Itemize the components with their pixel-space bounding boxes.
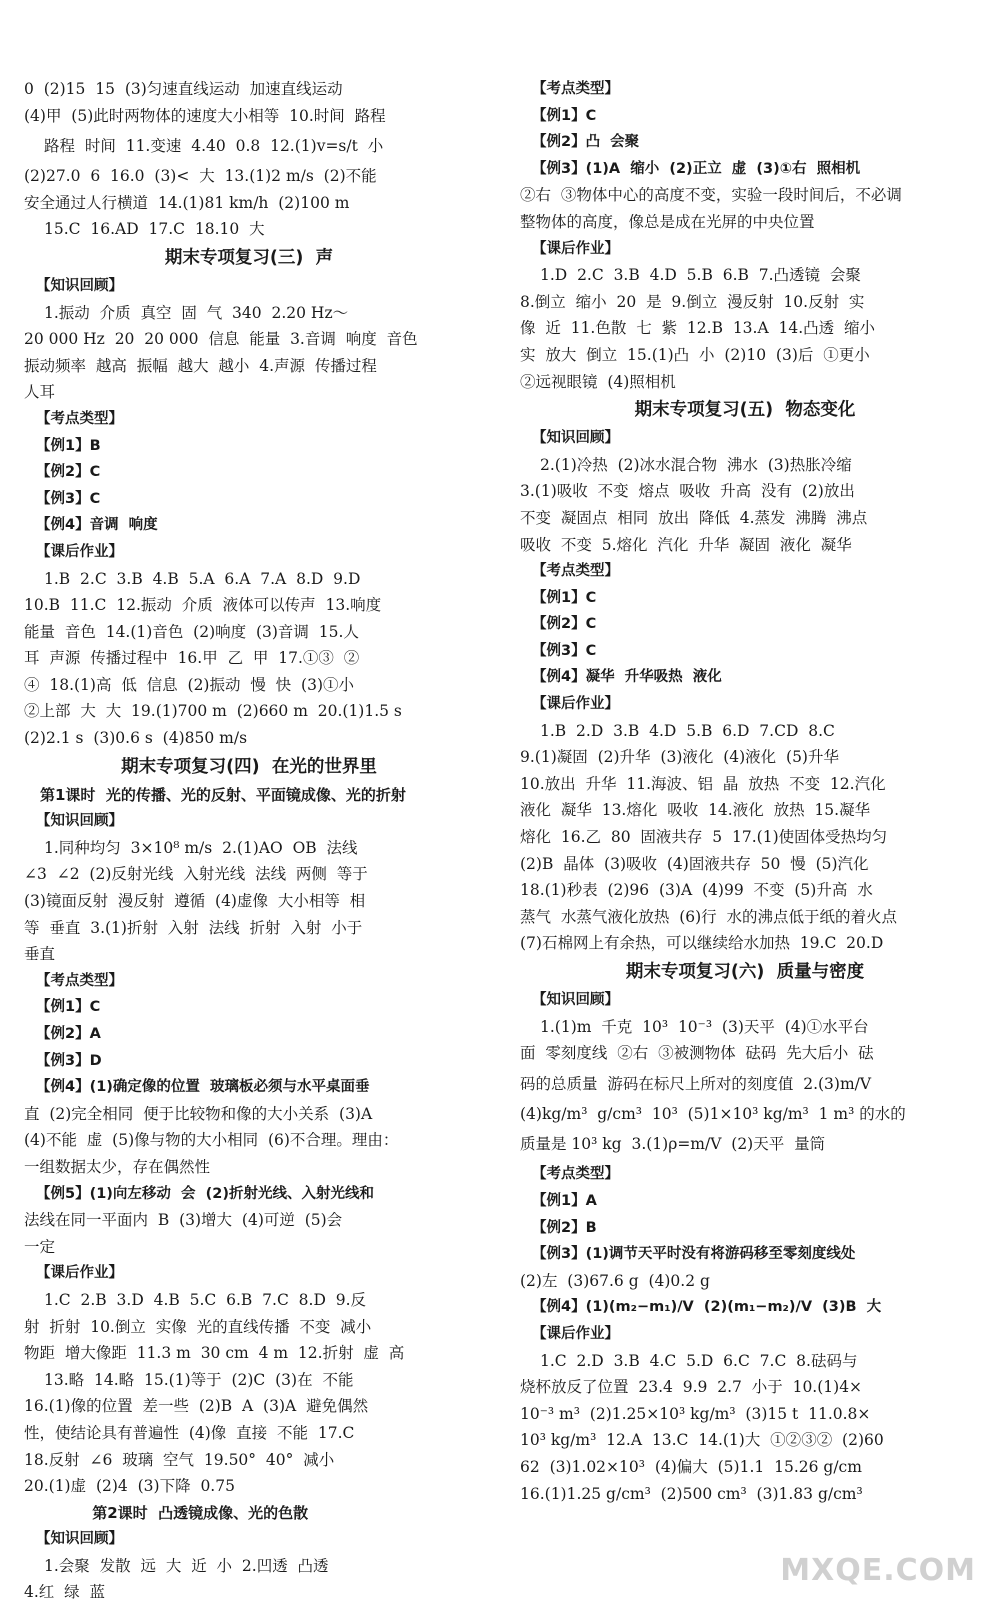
text-line: 10³ kg/m³ 12.A 13.C 14.(1)大 ①②③② (2)60 [520, 1431, 884, 1450]
text-line: 能量 音色 14.(1)音色 (2)响度 (3)音调 15.人 [24, 622, 359, 641]
text-line: 不变 凝固点 相同 放出 降低 4.蒸发 沸腾 沸点 [520, 508, 868, 527]
text-line: (2)27.0 6 16.0 (3)< 大 13.(1)2 m/s (2)不能 [24, 167, 377, 186]
answer-tag-line: 【知识回顾】 [36, 813, 123, 830]
text-line: 1.C 2.D 3.B 4.C 5.D 6.C 7.C 8.砝码与 [540, 1351, 858, 1370]
watermark: MXQE.COM [780, 1553, 976, 1588]
answer-tag-line: 【考点类型】 [532, 563, 619, 580]
answer-tag-line: 【课后作业】 [532, 1325, 619, 1342]
text-line: ②右 ③物体中心的高度不变，实验一段时间后，不必调 [520, 186, 902, 205]
answer-tag-line: 【例3】C [36, 490, 101, 507]
answer-tag-line: 【知识回顾】 [36, 1531, 123, 1548]
answer-tag-line: 【例3】(1)调节天平时没有将游码移至零刻度线处 [532, 1246, 856, 1263]
section-heading: 期末专项复习(五) 物态变化 [634, 400, 856, 421]
text-line: 法线在同一平面内 B (3)增大 (4)可逆 (5)会 [24, 1211, 343, 1230]
answer-tag-line: 【例1】C [532, 589, 597, 606]
text-line: 16.(1)像的位置 差一些 (2)B A (3)A 避免偶然 [24, 1397, 369, 1416]
text-line: 15.C 16.AD 17.C 18.10 大 [44, 220, 265, 239]
text-line: 吸收 不变 5.熔化 汽化 升华 凝固 液化 凝华 [520, 535, 852, 554]
answer-tag-line: 【课后作业】 [36, 1265, 123, 1282]
text-line: 0 (2)15 15 (3)匀速直线运动 加速直线运动 [24, 80, 343, 98]
text-line: 像 近 11.色散 七 紫 12.B 13.A 14.凸透 缩小 [520, 319, 876, 338]
text-line: 18.(1)秒表 (2)96 (3)A (4)99 不变 (5)升高 水 [520, 881, 873, 900]
text-line: 射 折射 10.倒立 实像 光的直线传播 不变 减小 [24, 1317, 372, 1336]
answer-tag-line: 【例2】B [532, 1219, 597, 1236]
text-line: 熔化 16.乙 80 固液共存 5 17.(1)使固体受热均匀 [520, 828, 888, 847]
lesson-heading: 第2课时 凸透镜成像、光的色散 [40, 1503, 309, 1522]
text-line: 1.C 2.B 3.D 4.B 5.C 6.B 7.C 8.D 9.反 [44, 1290, 367, 1309]
answer-tag-line: 【例3】D [36, 1052, 102, 1069]
text-line: 20.(1)虚 (2)4 (3)下降 0.75 [24, 1477, 235, 1496]
text-line: 1.B 2.C 3.B 4.B 5.A 6.A 7.A 8.D 9.D [44, 569, 361, 588]
text-line: (4)kg/m³ g/cm³ 10³ (5)1×10³ kg/m³ 1 m³ 的水的 [520, 1104, 906, 1123]
text-line: 8.倒立 缩小 20 是 9.倒立 漫反射 10.反射 实 [520, 292, 865, 311]
text-line: 人耳 [24, 383, 56, 402]
text-line: 1.振动 介质 真空 固 气 340 2.20 Hz～ [44, 303, 349, 322]
answer-tag-line: 【例1】A [532, 1192, 597, 1209]
answer-tag-line: 【考点类型】 [532, 81, 619, 97]
answer-tag-line: 【例2】C [532, 616, 597, 633]
text-line: 耳 声源 传播过程中 16.甲 乙 甲 17.①③ ② [24, 649, 360, 668]
text-line: 液化 凝华 13.熔化 吸收 14.液化 放热 15.凝华 [520, 801, 871, 820]
text-line: 9.(1)凝固 (2)升华 (3)液化 (4)液化 (5)升华 [520, 748, 839, 767]
text-line: 1.同种均匀 3×10⁸ m/s 2.(1)AO OB 法线 [44, 838, 358, 857]
answer-tag-line: 【知识回顾】 [532, 430, 619, 447]
answer-tag-line: 【例4】凝华 升华吸热 液化 [532, 669, 722, 686]
text-line: (7)石棉网上有余热，可以继续给水加热 19.C 20.D [520, 934, 884, 953]
answer-tag-line: 【例3】(1)A 缩小 (2)正立 虚 (3)①右 照相机 [532, 160, 861, 177]
text-line: (4)不能 虚 (5)像与物的大小相同 (6)不合理。理由： [24, 1131, 399, 1150]
text-line: 10.放出 升华 11.海波、铝 晶 放热 不变 12.汽化 [520, 774, 886, 793]
text-line: (3)镜面反射 漫反射 遵循 (4)虚像 大小相等 相 [24, 892, 366, 911]
answer-tag-line: 【例1】C [532, 107, 597, 124]
text-line: 4.红 绿 蓝 [24, 1583, 105, 1602]
left-column [24, 76, 474, 1606]
text-line: 一组数据太少，存在偶然性 [24, 1157, 211, 1176]
text-line: 振动频率 越高 振幅 越大 越小 4.声源 传播过程 [24, 356, 377, 375]
text-line: ②上部 大 大 19.(1)700 m (2)660 m 20.(1)1.5 s [24, 702, 402, 721]
text-line: 1.(1)m 千克 10³ 10⁻³ (3)天平 (4)①水平台 [540, 1017, 869, 1036]
section-heading: 期末专项复习(六) 质量与密度 [625, 962, 865, 982]
text-line: 安全通过人行横道 14.(1)81 km/h (2)100 m [24, 193, 350, 212]
text-line: 1.D 2.C 3.B 4.D 5.B 6.B 7.凸透镜 会聚 [540, 266, 861, 285]
text-line: 3.(1)吸收 不变 熔点 吸收 升高 没有 (2)放出 [520, 482, 855, 501]
text-line: ②远视眼镜 (4)照相机 [520, 372, 676, 391]
text-line: 2.(1)冷热 (2)冰水混合物 沸水 (3)热胀冷缩 [540, 455, 852, 474]
answer-tag-line: 【知识回顾】 [36, 277, 123, 294]
text-line: 一定 [24, 1237, 56, 1256]
text-line: 1.B 2.D 3.B 4.D 5.B 6.D 7.CD 8.C [540, 721, 835, 740]
answer-tag-line: 【考点类型】 [532, 1166, 619, 1183]
right-column [520, 76, 970, 1507]
text-line: (4)甲 (5)此时两物体的速度大小相等 10.时间 路程 [24, 106, 386, 125]
text-line: 物距 增大像距 11.3 m 30 cm 4 m 12.折射 虚 高 [24, 1344, 405, 1363]
text-line: 质量是 10³ kg 3.(1)ρ=m/V (2)天平 量筒 [520, 1135, 826, 1154]
text-line: 性，使结论具有普遍性 (4)像 直接 不能 17.C [24, 1423, 355, 1442]
answer-tag-line: 【课后作业】 [532, 696, 619, 713]
answer-tag-line: 【例3】C [532, 642, 597, 659]
text-line: (2)B 晶体 (3)吸收 (4)固液共存 50 慢 (5)汽化 [520, 854, 869, 873]
text-line: 62 (3)1.02×10³ (4)偏大 (5)1.1 15.26 g/cm [520, 1457, 862, 1476]
answer-tag-line: 【考点类型】 [36, 972, 123, 989]
text-line: 10.B 11.C 12.振动 介质 液体可以传声 13.响度 [24, 596, 382, 615]
answer-tag-line: 【例5】(1)向左移动 会 (2)折射光线、入射光线和 [36, 1185, 374, 1202]
text-line: 蒸气 水蒸气液化放热 (6)行 水的沸点低于纸的着火点 [520, 907, 898, 926]
text-line: 18.反射 ∠6 玻璃 空气 19.50° 40° 减小 [24, 1450, 335, 1469]
section-heading: 期末专项复习(四) 在光的世界里 [121, 756, 377, 777]
text-line: 20 000 Hz 20 20 000 信息 能量 3.音调 响度 音色 [24, 330, 418, 349]
text-line: 实 放大 倒立 15.(1)凸 小 (2)10 (3)后 ①更小 [520, 345, 870, 364]
text-line: 等 垂直 3.(1)折射 入射 法线 折射 入射 小于 [24, 918, 363, 937]
answer-tag-line: 【例2】A [36, 1026, 101, 1042]
answer-tag-line: 【例4】(1)(m₂−m₁)/V (2)(m₁−m₂)/V (3)B 大 [532, 1299, 882, 1316]
lesson-heading: 第1课时 光的传播、光的反射、平面镜成像、光的折射 [40, 785, 406, 804]
text-line: 直 (2)完全相同 便于比较物和像的大小关系 (3)A [24, 1104, 373, 1123]
answer-tag-line: 【课后作业】 [532, 240, 619, 257]
answer-tag-line: 【知识回顾】 [532, 992, 619, 1008]
section-heading: 期末专项复习(三) 声 [164, 247, 334, 268]
text-line: 16.(1)1.25 g/cm³ (2)500 cm³ (3)1.83 g/cm³ [520, 1484, 863, 1503]
text-line: 整物体的高度，像总是成在光屏的中央位置 [520, 212, 815, 231]
text-line: 1.会聚 发散 远 大 近 小 2.凹透 凸透 [44, 1556, 329, 1575]
text-line: 码的总质量 游码在标尺上所对的刻度值 2.(3)m/V [520, 1074, 872, 1093]
answer-tag-line: 【例1】C [36, 999, 101, 1016]
text-line: 面 零刻度线 ②右 ③被测物体 砝码 先大后小 砝 [520, 1044, 874, 1063]
answer-tag-line: 【例4】(1)确定像的位置 玻璃板必须与水平桌面垂 [36, 1079, 370, 1096]
answer-tag-line: 【例1】B [36, 437, 101, 454]
text-line: 13.略 14.略 15.(1)等于 (2)C (3)在 不能 [44, 1370, 354, 1389]
text-line: 路程 时间 11.变速 4.40 0.8 12.(1)v=s/t 小 [44, 137, 384, 156]
text-line: (2)2.1 s (3)0.6 s (4)850 m/s [24, 729, 248, 748]
text-line: (2)左 (3)67.6 g (4)0.2 g [520, 1271, 710, 1290]
answer-tag-line: 【例2】凸 会聚 [532, 134, 640, 151]
text-line: 烧杯放反了位置 23.4 9.9 2.7 小于 10.(1)4× [520, 1378, 863, 1397]
answer-tag-line: 【考点类型】 [36, 410, 123, 427]
text-line: 垂直 [24, 945, 56, 964]
answer-tag-line: 【例4】音调 响度 [36, 517, 158, 534]
answer-tag-line: 【课后作业】 [36, 543, 123, 560]
text-line: ④ 18.(1)高 低 信息 (2)振动 慢 快 (3)①小 [24, 675, 354, 694]
text-line: ∠3 ∠2 (2)反射光线 入射光线 法线 两侧 等于 [24, 865, 368, 884]
answer-tag-line: 【例2】C [36, 464, 101, 481]
text-line: 10⁻³ m³ (2)1.25×10³ kg/m³ (3)15 t 11.0.8× [520, 1404, 871, 1423]
